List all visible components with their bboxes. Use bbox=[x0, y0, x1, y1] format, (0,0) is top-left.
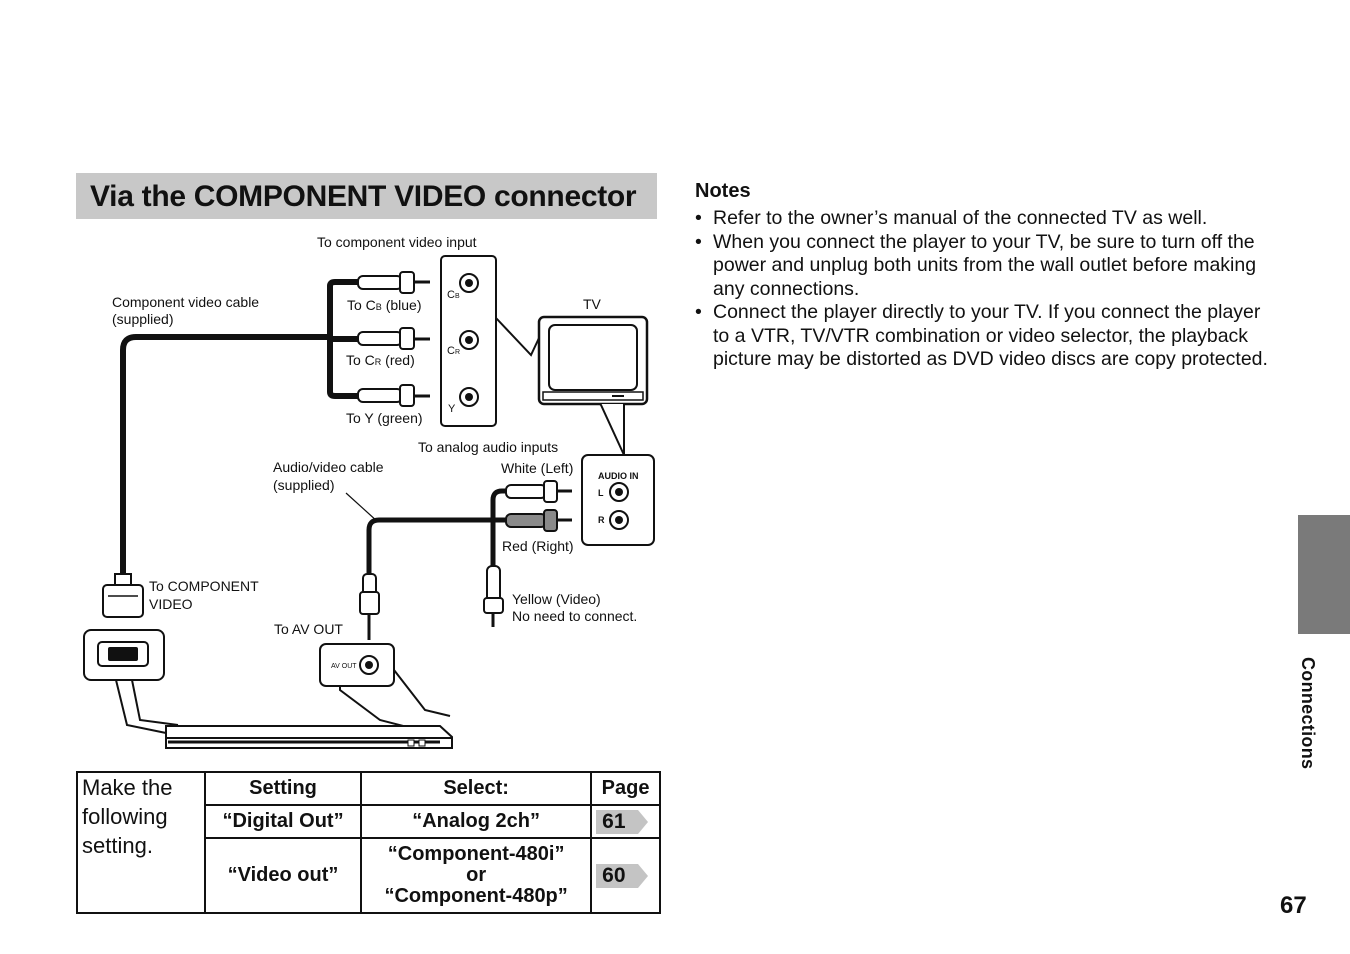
section-title: Via the COMPONENT VIDEO connector bbox=[76, 173, 657, 219]
note-text: When you connect the player to your TV, be sure to turn off the power and unplug both units from the wall outlet before making any connections. bbox=[713, 230, 1257, 300]
plug-cr bbox=[358, 328, 430, 349]
label-video: VIDEO bbox=[149, 596, 193, 612]
select-or: or bbox=[466, 864, 487, 886]
label-no-need-to-connect: No need to connect. bbox=[512, 608, 638, 624]
label-red-right: Red (Right) bbox=[502, 538, 574, 554]
select-option: “Component-480i” bbox=[387, 843, 565, 865]
label-audio-video-cable: Audio/video cable bbox=[273, 459, 384, 475]
connection-diagram bbox=[76, 228, 666, 768]
label-tv: TV bbox=[583, 296, 601, 312]
plug-cb bbox=[358, 272, 430, 293]
label-component-cable-supplied: (supplied) bbox=[112, 311, 174, 327]
yellow-video-plug bbox=[484, 566, 503, 627]
av-out-port-label: AV OUT bbox=[331, 663, 357, 670]
page-cell bbox=[591, 838, 660, 913]
setting-cell: “Video out” bbox=[205, 838, 361, 913]
note-item bbox=[695, 231, 1270, 302]
notes-list bbox=[695, 207, 1270, 372]
audio-in-r-label: R bbox=[598, 515, 605, 525]
av-out-plug bbox=[360, 574, 379, 640]
label-white-left: White (Left) bbox=[501, 460, 574, 476]
label-to-cr: To CR (red) bbox=[346, 352, 415, 368]
component-plugs bbox=[358, 272, 430, 406]
jack-label-y: Y bbox=[448, 403, 456, 415]
select-cell: “Analog 2ch” bbox=[361, 805, 591, 838]
tv-set bbox=[539, 317, 647, 455]
header-select: Select: bbox=[361, 772, 591, 805]
label-to-analog-audio-inputs: To analog audio inputs bbox=[418, 439, 559, 455]
av-out-callout bbox=[320, 644, 450, 738]
label-component-video-cable: Component video cable bbox=[112, 294, 260, 310]
chapter-label: Connections bbox=[1298, 657, 1318, 770]
tv-component-jack-panel bbox=[441, 256, 539, 426]
chapter-tab bbox=[1298, 515, 1350, 634]
label-to-component-video-input: To component video input bbox=[317, 234, 477, 250]
settings-intro: Make the following setting. bbox=[77, 772, 205, 913]
jack-label-cr: CR bbox=[447, 345, 461, 357]
label-av-cable-supplied: (supplied) bbox=[273, 477, 335, 493]
label-to-y: To Y (green) bbox=[346, 410, 423, 426]
bullet: • bbox=[695, 230, 702, 253]
audio-in-label: AUDIO IN bbox=[598, 471, 639, 481]
audio-video-cable bbox=[369, 491, 508, 580]
note-text: Connect the player directly to your TV. If you connect the player to a VTR, TV/VTR combination or video selector, the playback picture may be distorted as DVD video discs are copy protected. bbox=[713, 301, 1268, 370]
page-cell bbox=[591, 805, 660, 838]
label-to-component: To COMPONENT bbox=[149, 578, 259, 594]
notes-title: Notes bbox=[695, 180, 751, 202]
page-reference: 60 bbox=[596, 864, 638, 888]
select-option: “Component-480p” bbox=[384, 885, 568, 907]
note-text: Refer to the owner’s manual of the connected TV as well. bbox=[713, 207, 1208, 229]
label-to-cb: To CB (blue) bbox=[347, 297, 422, 313]
page-reference: 61 bbox=[596, 810, 638, 834]
plug-y bbox=[358, 385, 430, 406]
jack-label-cb: CB bbox=[447, 289, 460, 301]
bullet: • bbox=[695, 301, 702, 323]
note-item bbox=[695, 301, 1270, 372]
dvd-player bbox=[166, 726, 452, 748]
setting-cell: “Digital Out” bbox=[205, 805, 361, 838]
audio-plugs bbox=[506, 481, 572, 531]
audio-in-l-label: L bbox=[598, 488, 604, 498]
bullet: • bbox=[695, 207, 702, 229]
page-number: 67 bbox=[1280, 892, 1307, 919]
settings-table bbox=[76, 771, 661, 914]
notes-section bbox=[695, 180, 1270, 372]
component-connector-plug bbox=[103, 574, 143, 617]
label-yellow-video: Yellow (Video) bbox=[512, 591, 601, 607]
note-item bbox=[695, 207, 1270, 231]
component-port-callout bbox=[84, 630, 178, 733]
audio-in-panel bbox=[582, 455, 654, 545]
header-page: Page bbox=[591, 772, 660, 805]
select-cell bbox=[361, 838, 591, 913]
header-setting: Setting bbox=[205, 772, 361, 805]
label-to-av-out: To AV OUT bbox=[274, 621, 343, 637]
